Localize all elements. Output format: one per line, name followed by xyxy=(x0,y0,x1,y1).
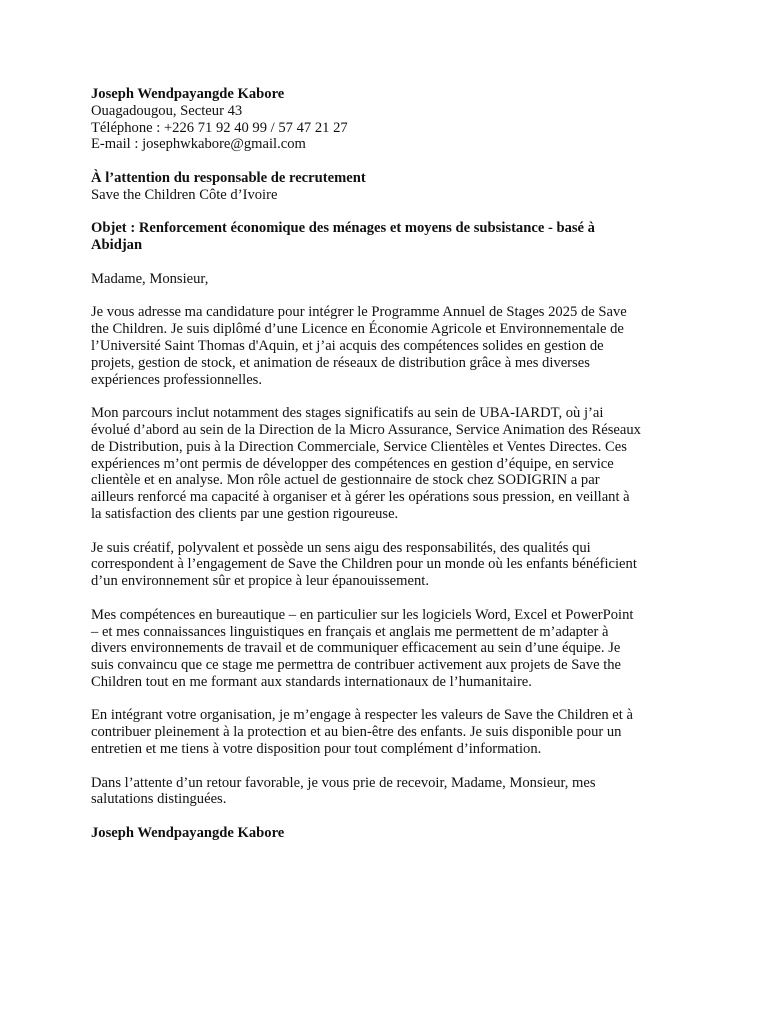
sender-block xyxy=(91,86,689,153)
subject-line-1: Objet : Renforcement économique des ménages et moyens de subsistance - basé à xyxy=(91,220,595,237)
recipient-attention: À l’attention du responsable de recrutement xyxy=(91,169,366,186)
paragraph-3: Je suis créatif, polyvalent et possède un sens aigu des responsabilités, des qualités qui correspondent à l’engagement de Save the Children pour un monde où les enfants bénéficient d’un environnement sûr et propice à leur épanouissement. xyxy=(91,539,637,590)
paragraph-2: Mon parcours inclut notamment des stages significatifs au sein de UBA-IARDT, où j’ai évolué d’abord au sein de la Direction de la Micro Assurance, Service Animation des Réseaux de Distribution, puis à la Direction Commerciale, Service Clientèles et Ventes Directes. Ces expériences m’ont permis de développer des compétences en gestion d’équipe, en service clientèle et en analyse. Mon rôle actuel de gestionnaire de stock chez SODIGRIN a par ailleurs renforcé ma capacité à organiser et à gérer les opérations sous pression, en veillant à la satisfaction des clients par une gestion rigoureuse. xyxy=(91,405,641,522)
sender-email: E-mail : josephwkabore@gmail.com xyxy=(91,136,306,153)
paragraph-4: Mes compétences en bureautique – en particulier sur les logiciels Word, Excel et PowerPoint – et mes connaissances linguistiques en français et anglais me permettent de m’adapter à divers environnements de travail et de communiquer efficacement au sein d’une équipe. Je suis convaincu que ce stage me permettra de contribuer activement aux projets de Save the Children tout en me formant aux standards internationaux de l’humanitaire. xyxy=(91,606,634,690)
signature: Joseph Wendpayangde Kabore xyxy=(91,825,285,842)
subject-line-2: Abidjan xyxy=(91,237,143,254)
paragraph-1: Je vous adresse ma candidature pour intégrer le Programme Annuel de Stages 2025 de Save the Children. Je suis diplômé d’une Licence en Économie Agricole et Environnementale de l’Université Saint Thomas d'Aquin, et j’ai acquis des compétences solides en gestion de projets, gestion de stock, et animation de réseaux de distribution grâce à mes diverses expériences professionnelles. xyxy=(91,304,627,388)
sender-phone: Téléphone : +226 71 92 40 99 / 57 47 21 27 xyxy=(91,119,348,136)
recipient-organization: Save the Children Côte d’Ivoire xyxy=(91,186,278,203)
subject-block xyxy=(91,220,689,254)
sender-address: Ouagadougou, Secteur 43 xyxy=(91,102,243,119)
cover-letter-page xyxy=(91,86,689,859)
paragraph-6: Dans l’attente d’un retour favorable, je vous prie de recevoir, Madame, Monsieur, mes salutations distinguées. xyxy=(91,774,596,808)
salutation: Madame, Monsieur, xyxy=(91,270,209,287)
sender-name: Joseph Wendpayangde Kabore xyxy=(91,86,285,102)
recipient-block xyxy=(91,170,689,204)
paragraph-5: En intégrant votre organisation, je m’engage à respecter les valeurs de Save the Children et à contribuer pleinement à la protection et au bien-être des enfants. Je suis disponible pour un entretien et me tiens à votre disposition pour tout complément d’information. xyxy=(91,707,633,758)
